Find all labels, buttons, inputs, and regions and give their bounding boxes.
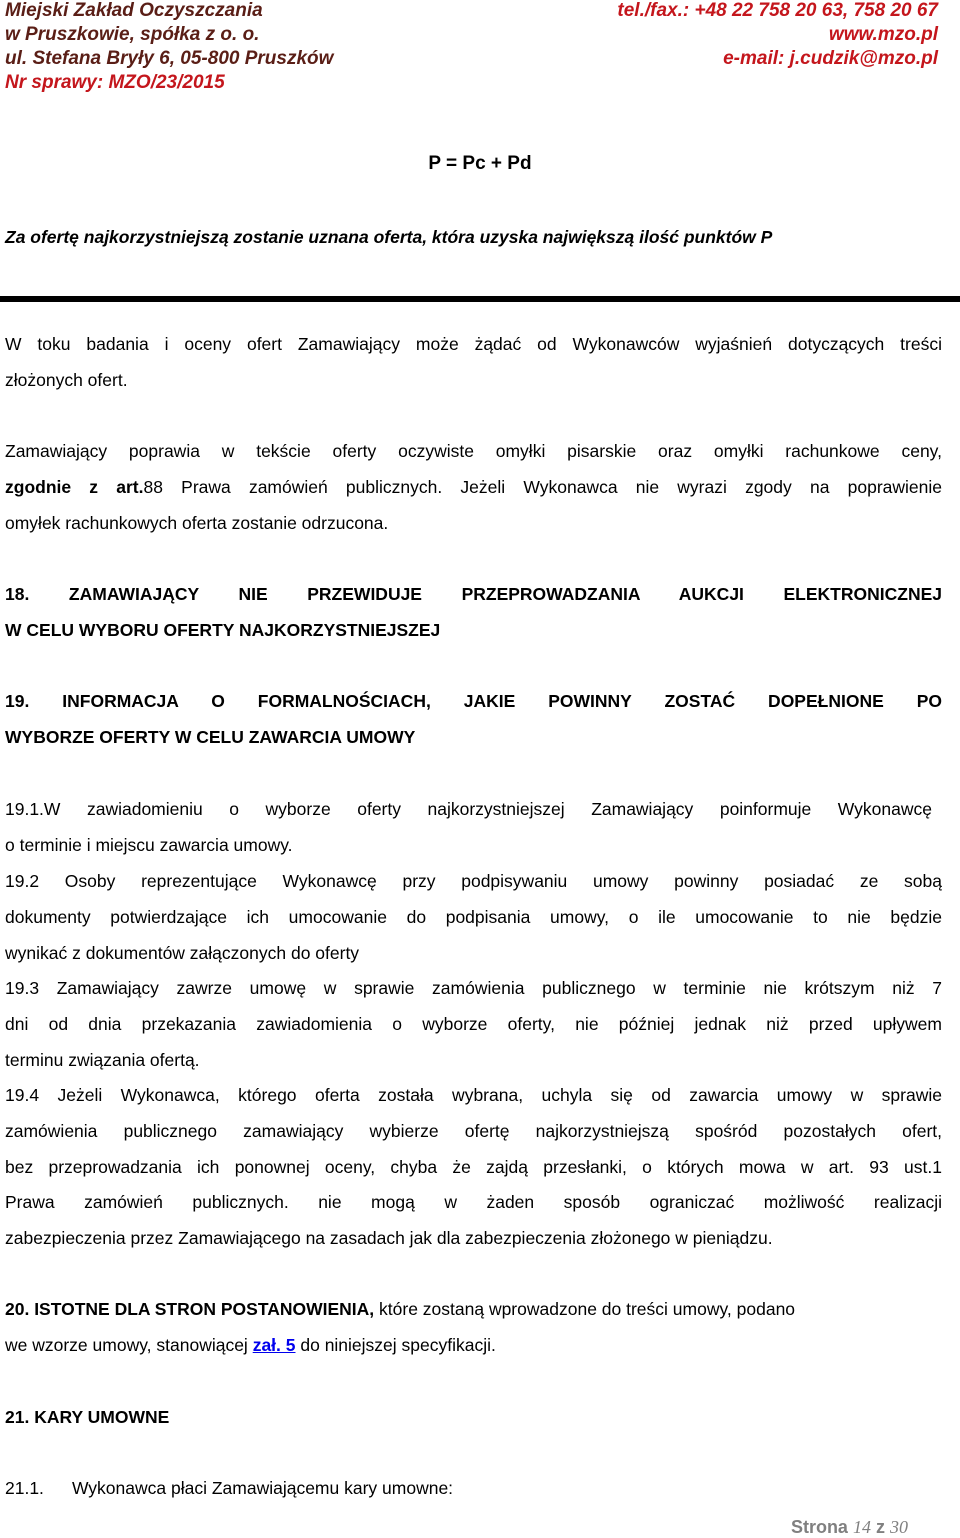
section-20-line2 bbox=[5, 1335, 496, 1356]
section-21-1 bbox=[5, 1478, 453, 1499]
case-number: Nr sprawy: MZO/23/2015 bbox=[5, 72, 225, 93]
page-footer bbox=[791, 1517, 908, 1538]
section-19-1-line2: o terminie i miejscu zawarcia umowy. bbox=[5, 835, 293, 855]
section-18-heading-line2: W CELU WYBORU OFERTY NAJKORZYSTNIEJSZEJ bbox=[5, 620, 441, 640]
org-name: Miejski Zakład Oczyszczania bbox=[5, 0, 263, 21]
section-19-3-line1: 19.3 Zamawiający zawrze umowę w sprawie zamówienia publicznego w terminie nie krótszym niż 7 bbox=[5, 978, 942, 998]
page-total: 30 bbox=[890, 1517, 908, 1537]
section-19-1-line1: 19.1.W zawiadomieniu o wyborze oferty najkorzystniejszej Zamawiający poinformuje Wykonawcę bbox=[5, 799, 932, 819]
phone-fax: tel./fax.: +48 22 758 20 63, 758 20 67 bbox=[617, 0, 938, 21]
section-18-heading-line1: 18. ZAMAWIAJĄCY NIE PRZEWIDUJE PRZEPROWADZANIA AUKCJI ELEKTRONICZNEJ bbox=[5, 584, 942, 604]
section-19-4-line2: zamówienia publicznego zamawiający wybierze ofertę najkorzystniejszą spośród pozostałych ofert, bbox=[5, 1121, 942, 1141]
section-20-heading: 20. ISTOTNE DLA STRON POSTANOWIENIA, bbox=[5, 1299, 375, 1319]
scoring-formula: P = Pc + Pd bbox=[428, 153, 532, 174]
section-19-4-line5: zabezpieczenia przez Zamawiającego na zasadach jak dla zabezpieczenia złożonego w pieniądzu. bbox=[5, 1228, 773, 1248]
section-19-3-line3: terminu związania ofertą. bbox=[5, 1050, 200, 1070]
email-link[interactable]: e-mail: j.cudzik@mzo.pl bbox=[723, 48, 938, 69]
section-19-4-line1: 19.4 Jeżeli Wykonawca, którego oferta została wybrana, uchyla się od zawarcia umowy w sprawie bbox=[5, 1085, 942, 1105]
section-20-text-post: do niniejszej specyfikacji. bbox=[295, 1335, 496, 1355]
org-name-line2: w Pruszkowie, spółka z o. o. bbox=[5, 24, 260, 45]
article-ref: zgodnie z art. bbox=[5, 477, 144, 497]
page-label: Strona bbox=[790, 1517, 848, 1537]
criteria-note: Za ofertę najkorzystniejszą zostanie uznana oferta, która uzyska największą ilość punktów P bbox=[5, 227, 773, 247]
section-19-4-line4: Prawa zamówień publicznych. nie mogą w żaden sposób ograniczać możliwość realizacji bbox=[5, 1192, 942, 1212]
paragraph-corrections-line3: omyłek rachunkowych oferta zostanie odrzucona. bbox=[5, 513, 389, 533]
section-19-4-line3: bez przeprowadzania ich ponownej oceny, chyba że zajdą przesłanki, o których mowa w art. 93 ust.1 bbox=[5, 1157, 942, 1177]
section-19-3-line2: dni od dnia przekazania zawiadomienia o wyborze oferty, nie później jednak niż przed upływem bbox=[5, 1014, 942, 1034]
horizontal-rule bbox=[0, 296, 960, 302]
section-21-1-number: 21.1. bbox=[5, 1478, 44, 1498]
section-20-text-pre: we wzorze umowy, stanowiącej bbox=[5, 1335, 253, 1355]
paragraph-clarifications-line2: złożonych ofert. bbox=[5, 370, 128, 390]
paragraph-corrections-line2 bbox=[5, 477, 942, 498]
section-21-heading: 21. KARY UMOWNE bbox=[5, 1407, 170, 1427]
paragraph-clarifications-line1: W toku badania i oceny ofert Zamawiający może żądać od Wykonawców wyjaśnień dotyczących treści bbox=[5, 334, 942, 354]
section-21-1-text: Wykonawca płaci Zamawiającemu kary umowne: bbox=[71, 1478, 454, 1498]
section-20-text: które zostaną wprowadzone do treści umowy, podano bbox=[374, 1299, 796, 1319]
corrections-text: 88 Prawa zamówień publicznych. Jeżeli Wykonawca nie wyrazi zgody na poprawienie bbox=[143, 477, 943, 497]
paragraph-corrections-line1: Zamawiający poprawia w tekście oferty oczywiste omyłki pisarskie oraz omyłki rachunkowe ceny, bbox=[5, 441, 942, 461]
org-address: ul. Stefana Bryły 6, 05-800 Pruszków bbox=[5, 48, 334, 69]
section-19-2-line2: dokumenty potwierdzające ich umocowanie do podpisania umowy, o ile umocowanie to nie będzie bbox=[5, 907, 942, 927]
attachment-5-link[interactable]: zał. 5 bbox=[252, 1335, 296, 1355]
page-of: z bbox=[875, 1517, 885, 1537]
section-20-line1 bbox=[5, 1299, 795, 1320]
section-19-heading-line2: WYBORZE OFERTY W CELU ZAWARCIA UMOWY bbox=[5, 727, 416, 747]
website-link[interactable]: www.mzo.pl bbox=[828, 24, 938, 45]
page-number: 14 bbox=[852, 1517, 871, 1537]
section-19-2-line1: 19.2 Osoby reprezentujące Wykonawcę przy podpisywaniu umowy powinny posiadać ze sobą bbox=[5, 871, 942, 891]
section-19-2-line3: wynikać z dokumentów załączonych do oferty bbox=[5, 943, 360, 963]
section-19-heading-line1: 19. INFORMACJA O FORMALNOŚCIACH, JAKIE POWINNY ZOSTAĆ DOPEŁNIONE PO bbox=[5, 691, 942, 711]
